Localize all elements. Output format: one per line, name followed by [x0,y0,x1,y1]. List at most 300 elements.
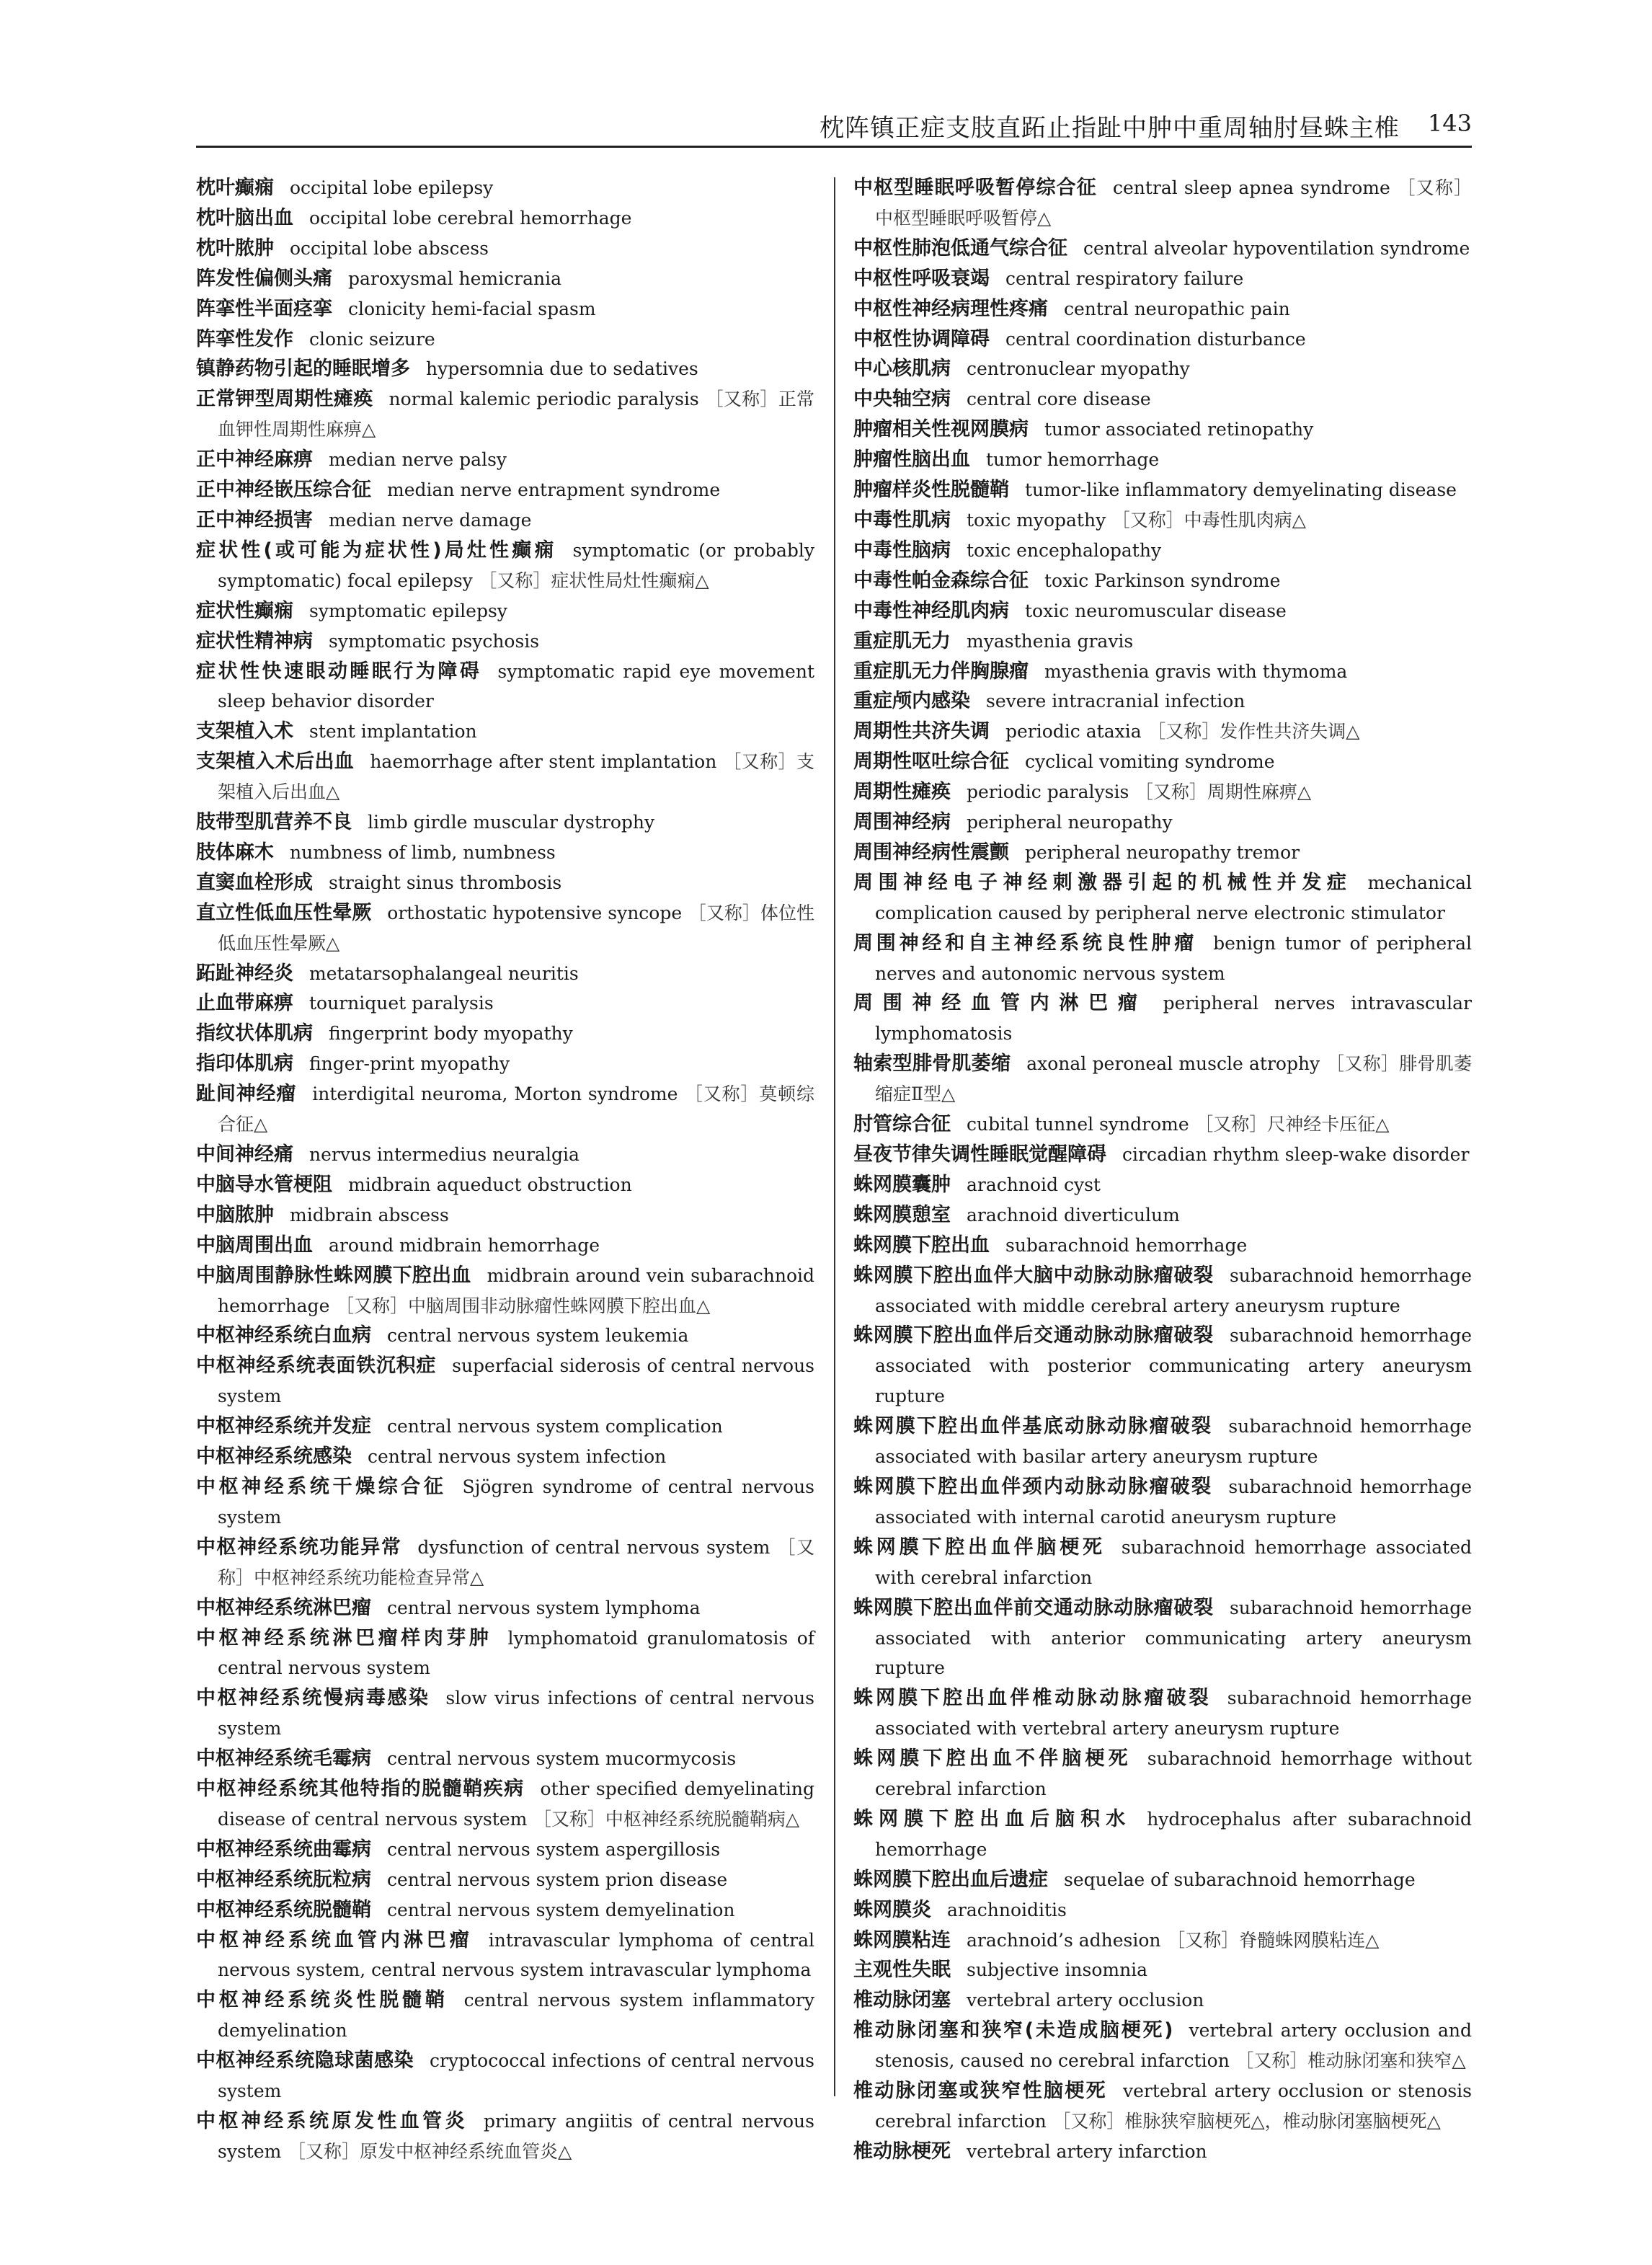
term-chinese: 中枢神经系统淋巴瘤 [196,1596,371,1619]
term-chinese: 椎动脉闭塞 [853,1989,951,2012]
glossary-entry [196,1442,814,1472]
term-chinese: 中脑周围静脉性蛛网膜下腔出血 [196,1264,471,1287]
term-alias: ［又称］症状性局灶性癫痫△ [479,569,709,591]
glossary-entry [853,1321,1472,1411]
term-alias: ［又称］中枢神经系统脱髓鞘病△ [533,1808,800,1830]
term-english: symptomatic epilepsy [309,600,507,621]
glossary-entry [196,1683,814,1744]
term-chinese: 周期性呕吐综合征 [853,750,1009,774]
term-chinese: 中枢性呼吸衰竭 [853,267,990,290]
term-english: limb girdle muscular dystrophy [368,812,655,833]
term-chinese: 正中神经嵌压综合征 [196,479,371,502]
term-english: severe intracranial infection [986,691,1245,712]
term-english: cyclical vomiting syndrome [1025,751,1275,773]
glossary-entry [196,536,814,596]
term-alias: ［又称］尺神经卡压征△ [1195,1114,1390,1135]
term-chinese: 肿瘤相关性视网膜病 [853,418,1029,441]
term-english: central nervous system aspergillosis [387,1838,721,1860]
term-english: subarachnoid hemorrhage without cerebral infarction [875,1748,1472,1800]
term-english: cubital tunnel syndrome [967,1114,1189,1135]
glossary-entry [196,445,814,475]
term-english: toxic neuromuscular disease [1025,600,1287,621]
glossary-entry [853,1140,1472,1170]
term-chinese: 枕叶脓肿 [196,236,274,260]
glossary-entry [196,234,814,264]
term-chinese: 中毒性帕金森综合征 [853,569,1029,592]
term-chinese: 症状性快速眼动睡眠行为障碍 [196,660,482,683]
term-english: median nerve damage [329,509,532,531]
glossary-entry [196,1744,814,1774]
term-chinese: 椎动脉闭塞和狭窄(未造成脑梗死) [853,2019,1173,2042]
glossary-entry [196,959,814,989]
glossary-entry [853,1533,1472,1593]
term-chinese: 正中神经麻痹 [196,448,313,471]
glossary-entry [196,1140,814,1170]
term-english: normal kalemic periodic paralysis [388,389,699,410]
term-english: clonicity hemi-facial spasm [348,298,596,319]
term-english: median nerve palsy [329,449,507,471]
term-english: vertebral artery occlusion or stenosis cerebral infarction [875,2080,1473,2132]
term-english: peripheral nerves intravascular lymphomatosis [875,993,1472,1045]
term-chinese: 蛛网膜下腔出血 [853,1233,990,1256]
glossary-entry [196,1351,814,1411]
term-chinese: 阵挛性半面痉挛 [196,297,332,320]
left-column [196,173,814,2167]
glossary-entry [853,1049,1472,1109]
term-chinese: 蛛网膜下腔出血不伴脑梗死 [853,1747,1132,1770]
term-chinese: 中枢神经系统感染 [196,1445,352,1468]
glossary-entry [196,475,814,505]
term-english: fingerprint body myopathy [329,1023,573,1045]
glossary-entry [196,1411,814,1442]
term-english: hypersomnia due to sedatives [426,358,698,380]
glossary-entry [853,1472,1472,1533]
term-english: arachnoid’s adhesion [967,1929,1161,1951]
term-english: superfacial siderosis of central nervous system [218,1355,814,1407]
term-english: subarachnoid hemorrhage associated with middle cerebral artery aneurysm rupture [875,1264,1472,1316]
glossary-entry [853,777,1472,807]
term-chinese: 蛛网膜下腔出血伴前交通动脉动脉瘤破裂 [853,1596,1214,1619]
glossary-entry [853,1925,1472,1956]
term-chinese: 中枢神经系统毛霉病 [196,1747,371,1770]
glossary-entry [853,717,1472,747]
term-english: tumor hemorrhage [986,449,1160,471]
term-english: circadian rhythm sleep-wake disorder [1122,1144,1470,1165]
term-chinese: 中脑周围出血 [196,1233,313,1256]
glossary-entry [196,838,814,868]
glossary-entry [853,536,1472,566]
term-chinese: 蛛网膜下腔出血伴椎动脉动脉瘤破裂 [853,1687,1212,1710]
term-english: symptomatic rapid eye movement sleep behavior disorder [218,660,814,712]
term-alias: ［又称］体位性低血压性晕厥△ [218,902,814,954]
term-english: central nervous system complication [387,1416,723,1437]
glossary-entry [853,2137,1472,2167]
term-english: dysfunction of central nervous system [417,1536,771,1558]
glossary-entry [196,626,814,657]
term-english: central nervous system mucormycosis [387,1748,737,1770]
term-english: vertebral artery occlusion and stenosis, caused no cerebral infarction [875,2020,1472,2072]
term-alias: ［又称］腓骨肌萎缩症Ⅱ型△ [875,1053,1472,1105]
term-chinese: 镇静药物引起的睡眠增多 [196,358,410,381]
term-chinese: 症状性(或可能为症状性)局灶性癫痫 [196,538,557,562]
term-chinese: 中枢神经系统隐球菌感染 [196,2049,414,2073]
term-chinese: 周围神经电子神经刺激器引起的机械性并发症 [853,871,1352,894]
term-alias: ［又称］中枢神经系统功能检查异常△ [218,1536,814,1588]
glossary-entry [853,686,1472,717]
term-english: central neuropathic pain [1064,298,1290,319]
glossary-entry [196,1170,814,1200]
term-english: peripheral neuropathy tremor [1025,841,1300,863]
glossary-entry [853,384,1472,415]
term-english: central nervous system inflammatory demyelination [218,1990,814,2042]
term-chinese: 阵发性偏侧头痛 [196,267,332,290]
term-chinese: 止血带麻痹 [196,992,293,1015]
term-chinese: 肢带型肌营养不良 [196,811,352,834]
glossary-entry [196,354,814,384]
term-chinese: 蛛网膜下腔出血伴颈内动脉动脉瘤破裂 [853,1475,1213,1498]
glossary-entry [196,596,814,626]
term-english: subarachnoid hemorrhage associated with vertebral artery aneurysm rupture [875,1688,1473,1739]
term-english: subarachnoid hemorrhage associated with basilar artery aneurysm rupture [875,1416,1472,1468]
glossary-entry [196,1865,814,1895]
term-chinese: 症状性精神病 [196,629,313,652]
term-english: sequelae of subarachnoid hemorrhage [1064,1869,1416,1890]
header-rule [196,146,1472,148]
glossary-entry [853,928,1472,989]
glossary-entry [853,657,1472,687]
term-english: benign tumor of peripheral nerves and autonomic nervous system [875,932,1473,984]
glossary-entry [853,1200,1472,1231]
term-chinese: 支架植入术 [196,720,293,743]
term-chinese: 中间神经痛 [196,1143,293,1166]
term-english: finger-print myopathy [309,1053,510,1075]
glossary-entry [853,445,1472,475]
term-english: nervus intermedius neuralgia [309,1144,579,1165]
term-english: toxic encephalopathy [967,539,1162,561]
term-chinese: 直立性低血压性晕厥 [196,901,372,924]
glossary-entry [196,1472,814,1533]
glossary-entry [853,1593,1472,1684]
term-english: vertebral artery occlusion [967,1990,1204,2011]
term-chinese: 重症肌无力伴胸腺瘤 [853,660,1029,683]
term-chinese: 椎动脉闭塞或狭窄性脑梗死 [853,2080,1107,2103]
term-chinese: 中枢神经系统白血病 [196,1324,371,1347]
glossary-entry [196,1079,814,1140]
term-english: subarachnoid hemorrhage [1005,1234,1248,1256]
term-chinese: 周围神经病 [853,811,951,834]
term-alias: ［又称］周期性麻痹△ [1134,781,1312,803]
term-chinese: 中枢性协调障碍 [853,327,990,350]
term-chinese: 中枢神经系统原发性血管炎 [196,2110,468,2132]
term-chinese: 蛛网膜下腔出血后脑积水 [853,1807,1132,1830]
term-chinese: 中枢神经系统淋巴瘤样肉芽肿 [196,1626,492,1649]
term-chinese: 中枢型睡眠呼吸暂停综合征 [853,177,1097,199]
term-chinese: 肿瘤样炎性脱髓鞘 [853,479,1009,502]
term-english: central respiratory failure [1005,267,1244,289]
glossary-entry [196,1835,814,1865]
term-english: occipital lobe cerebral hemorrhage [309,207,632,229]
term-chinese: 中枢神经系统朊粒病 [196,1868,371,1891]
glossary-entry [853,1955,1472,1985]
term-chinese: 蛛网膜囊肿 [853,1173,951,1196]
term-chinese: 跖趾神经炎 [196,962,293,985]
glossary-entry [853,234,1472,264]
term-chinese: 重症颅内感染 [853,690,970,713]
term-english: central sleep apnea syndrome [1112,177,1390,198]
glossary-entry [853,807,1472,838]
glossary-entry [196,1321,814,1351]
term-english: occipital lobe epilepsy [290,177,494,198]
term-chinese: 中枢性神经病理性疼痛 [853,297,1048,320]
term-chinese: 枕叶脑出血 [196,206,293,229]
term-chinese: 中枢神经系统炎性脱髓鞘 [196,1989,448,2012]
glossary-entry [853,1411,1472,1472]
glossary-entry [853,1683,1472,1744]
term-alias: ［又称］椎动脉闭塞和狭窄△ [1235,2050,1466,2072]
glossary-entry [196,203,814,234]
glossary-entry [196,1533,814,1593]
glossary-entry [853,2076,1472,2137]
term-chinese: 肘管综合征 [853,1113,951,1136]
glossary-entry [853,173,1472,234]
glossary-entry [853,1985,1472,2016]
term-chinese: 周期性共济失调 [853,720,990,743]
term-chinese: 直窦血栓形成 [196,871,313,894]
term-english: midbrain abscess [290,1204,449,1225]
glossary-entry [196,898,814,959]
glossary-entry [853,475,1472,505]
term-english: arachnoid cyst [967,1174,1101,1195]
term-english: centronuclear myopathy [967,358,1190,380]
term-chinese: 中心核肌病 [853,358,951,381]
glossary-entry [196,1019,814,1049]
glossary-entry [196,988,814,1019]
term-chinese: 蛛网膜下腔出血伴脑梗死 [853,1535,1106,1559]
term-english: central coordination disturbance [1005,328,1306,350]
term-chinese: 中枢神经系统干燥综合征 [196,1475,447,1498]
glossary-entry [853,1170,1472,1200]
term-chinese: 昼夜节律失调性睡眠觉醒障碍 [853,1143,1106,1166]
term-alias: ［又称］正常血钾性周期性麻痹△ [218,389,814,440]
glossary-entry [853,2016,1472,2076]
term-chinese: 中脑脓肿 [196,1203,274,1226]
term-chinese: 中枢神经系统并发症 [196,1415,371,1438]
glossary-entry [853,264,1472,294]
page-header [196,108,1472,149]
glossary-entry [196,1623,814,1684]
term-chinese: 蛛网膜下腔出血伴大脑中动脉动脉瘤破裂 [853,1264,1214,1287]
term-english: metatarsophalangeal neuritis [309,962,579,984]
term-english: tourniquet paralysis [309,993,494,1014]
term-chinese: 中脑导水管梗阻 [196,1173,332,1196]
glossary-entry [196,1985,814,2046]
term-english: central nervous system leukemia [387,1325,689,1347]
term-alias: ［又称］发作性共济失调△ [1147,721,1360,743]
term-chinese: 重症肌无力 [853,629,951,652]
term-chinese: 指印体肌病 [196,1052,293,1076]
term-english: arachnoiditis [947,1899,1067,1920]
term-chinese: 蛛网膜下腔出血伴基底动脉动脉瘤破裂 [853,1415,1213,1438]
term-chinese: 症状性癫痫 [196,599,293,622]
term-english: stent implantation [309,721,477,743]
term-chinese: 主观性失眠 [853,1959,951,1982]
glossary-entry [853,1865,1472,1895]
glossary-entry [196,1593,814,1623]
glossary-entry [196,657,814,717]
term-english: central nervous system infection [368,1446,667,1468]
glossary-entry [196,1895,814,1925]
term-english: haemorrhage after stent implantation [370,751,717,773]
term-english: primary angiitis of central nervous system [218,2111,814,2162]
term-english: myasthenia gravis with thymoma [1044,660,1348,682]
term-chinese: 中枢神经系统血管内淋巴瘤 [196,1928,473,1951]
term-chinese: 中枢神经系统脱髓鞘 [196,1898,371,1921]
glossary-entry [853,505,1472,536]
term-english: orthostatic hypotensive syncope [387,902,683,923]
term-chinese: 中枢神经系统其他特指的脱髓鞘疾病 [196,1778,525,1801]
term-english: vertebral artery infarction [967,2140,1207,2162]
column-divider [834,177,835,2096]
glossary-entry [196,2046,814,2106]
term-chinese: 中枢神经系统慢病毒感染 [196,1687,430,1710]
term-chinese: 蛛网膜憩室 [853,1203,951,1226]
term-english: subarachnoid hemorrhage associated with cerebral infarction [875,1536,1473,1588]
term-english: lymphomatoid granulomatosis of central nervous system [218,1627,815,1679]
term-english: mechanical complication caused by peripheral nerve electronic stimulator [875,872,1472,923]
right-column [853,173,1472,2167]
term-english: intravascular lymphoma of central nervous system, central nervous system intravascular lymphoma [218,1929,815,1981]
term-chinese: 中枢神经系统曲霉病 [196,1838,371,1861]
term-chinese: 周围神经和自主神经系统良性肿瘤 [853,931,1198,954]
term-english: median nerve entrapment syndrome [387,479,721,501]
glossary-entry [196,173,814,203]
running-title: 枕阵镇正症支肢直跖止指趾中肿中重周轴肘昼蛛主椎 [820,114,1400,143]
glossary-entry [853,1804,1472,1865]
term-english: axonal peroneal muscle atrophy [1026,1053,1320,1075]
term-alias: ［又称］椎脉狭窄脑梗死△，椎动脉闭塞脑梗死△ [1052,2111,1441,2132]
term-chinese: 轴索型腓骨肌萎缩 [853,1052,1011,1076]
glossary-entry [853,1744,1472,1804]
term-english: peripheral neuropathy [967,812,1173,833]
term-chinese: 蛛网膜炎 [853,1898,931,1921]
term-english: central nervous system lymphoma [387,1597,701,1618]
term-english: subjective insomnia [967,1959,1148,1981]
glossary-entry [196,1200,814,1231]
term-chinese: 中央轴空病 [853,388,951,411]
term-english: hydrocephalus after subarachnoid hemorrhage [875,1808,1472,1860]
term-english: myasthenia gravis [967,630,1134,652]
term-alias: ［又称］支架植入后出血△ [218,751,814,803]
term-english: occipital lobe abscess [290,237,489,259]
glossary-entry [853,838,1472,868]
term-chinese: 正常钾型周期性瘫痪 [196,388,373,411]
term-english: tumor associated retinopathy [1044,419,1314,440]
term-chinese: 正中神经损害 [196,508,313,531]
term-chinese: 蛛网膜下腔出血后遗症 [853,1868,1048,1891]
glossary-entry [196,294,814,324]
term-english: paroxysmal hemicrania [348,267,561,289]
glossary-entry [196,384,814,445]
glossary-entry [196,1925,814,1986]
term-english: central nervous system prion disease [387,1869,728,1890]
term-chinese: 中枢神经系统功能异常 [196,1535,402,1559]
term-chinese: 椎动脉梗死 [853,2140,951,2163]
term-english: arachnoid diverticulum [967,1204,1180,1225]
term-english: periodic paralysis [967,781,1129,803]
term-english: clonic seizure [309,328,435,350]
term-alias: ［又称］莫顿综合征△ [218,1083,814,1135]
glossary-entry [853,1261,1472,1321]
glossary-entry [853,566,1472,596]
glossary-entry [853,596,1472,626]
glossary-entry [196,1774,814,1835]
term-english: midbrain aqueduct obstruction [348,1174,632,1195]
term-chinese: 中枢神经系统表面铁沉积症 [196,1355,437,1378]
glossary-entry [853,1231,1472,1261]
term-alias: ［又称］中脑周围非动脉瘤性蛛网膜下腔出血△ [335,1295,711,1316]
term-chinese: 蛛网膜下腔出血伴后交通动脉动脉瘤破裂 [853,1324,1214,1347]
glossary-entry [853,294,1472,324]
glossary-entry [196,264,814,294]
glossary-entry [853,988,1472,1049]
term-chinese: 趾间神经瘤 [196,1083,297,1106]
term-chinese: 阵挛性发作 [196,327,293,350]
glossary-entry [853,324,1472,355]
glossary-entry [196,1261,814,1321]
term-alias: ［又称］中枢型睡眠呼吸暂停△ [875,177,1472,229]
term-chinese: 周围神经血管内淋巴瘤 [853,992,1147,1015]
term-alias: ［又称］脊髓蛛网膜粘连△ [1167,1929,1380,1951]
glossary-entry [196,717,814,747]
term-english: subarachnoid hemorrhage associated with anterior communicating artery aneurysm rupture [875,1597,1472,1679]
glossary-entry [196,2106,814,2167]
term-chinese: 肿瘤性脑出血 [853,448,970,471]
term-english: straight sinus thrombosis [329,872,562,893]
glossary-entry [196,324,814,355]
term-chinese: 蛛网膜粘连 [853,1928,951,1951]
term-english: symptomatic psychosis [329,630,540,652]
term-english: interdigital neuroma, Morton syndrome [312,1083,678,1105]
page-number: 143 [1427,110,1472,137]
term-english: slow virus infections of central nervous system [218,1688,815,1739]
glossary-entry [196,807,814,838]
glossary-entry [853,747,1472,777]
glossary-entry [196,868,814,898]
glossary-entry [853,626,1472,657]
term-english: around midbrain hemorrhage [329,1234,600,1256]
term-english: numbness of limb, numbness [290,841,556,863]
term-english: cryptococcal infections of central nervous system [218,2050,814,2102]
glossary-entry [196,747,814,807]
term-alias: ［又称］中毒性肌肉病△ [1111,509,1307,531]
glossary-entry [853,415,1472,445]
term-english: toxic myopathy [967,509,1106,531]
term-chinese: 中毒性肌病 [853,508,951,531]
term-english: subarachnoid hemorrhage associated with posterior communicating artery aneurysm rupture [875,1325,1472,1407]
term-chinese: 周期性瘫痪 [853,781,951,804]
term-english: central nervous system demyelination [387,1899,735,1920]
glossary-entry [853,354,1472,384]
term-english: Sjögren syndrome of central nervous system [218,1476,814,1528]
term-english: toxic Parkinson syndrome [1044,569,1281,591]
glossary-entry [196,1049,814,1079]
term-chinese: 中毒性神经肌肉病 [853,599,1009,622]
term-english: periodic ataxia [1005,721,1142,743]
term-chinese: 中枢性肺泡低通气综合征 [853,236,1067,260]
term-chinese: 中毒性脑病 [853,538,951,562]
term-english: other specified demyelinating disease of central nervous system [218,1778,814,1830]
glossary-entry [853,1895,1472,1925]
